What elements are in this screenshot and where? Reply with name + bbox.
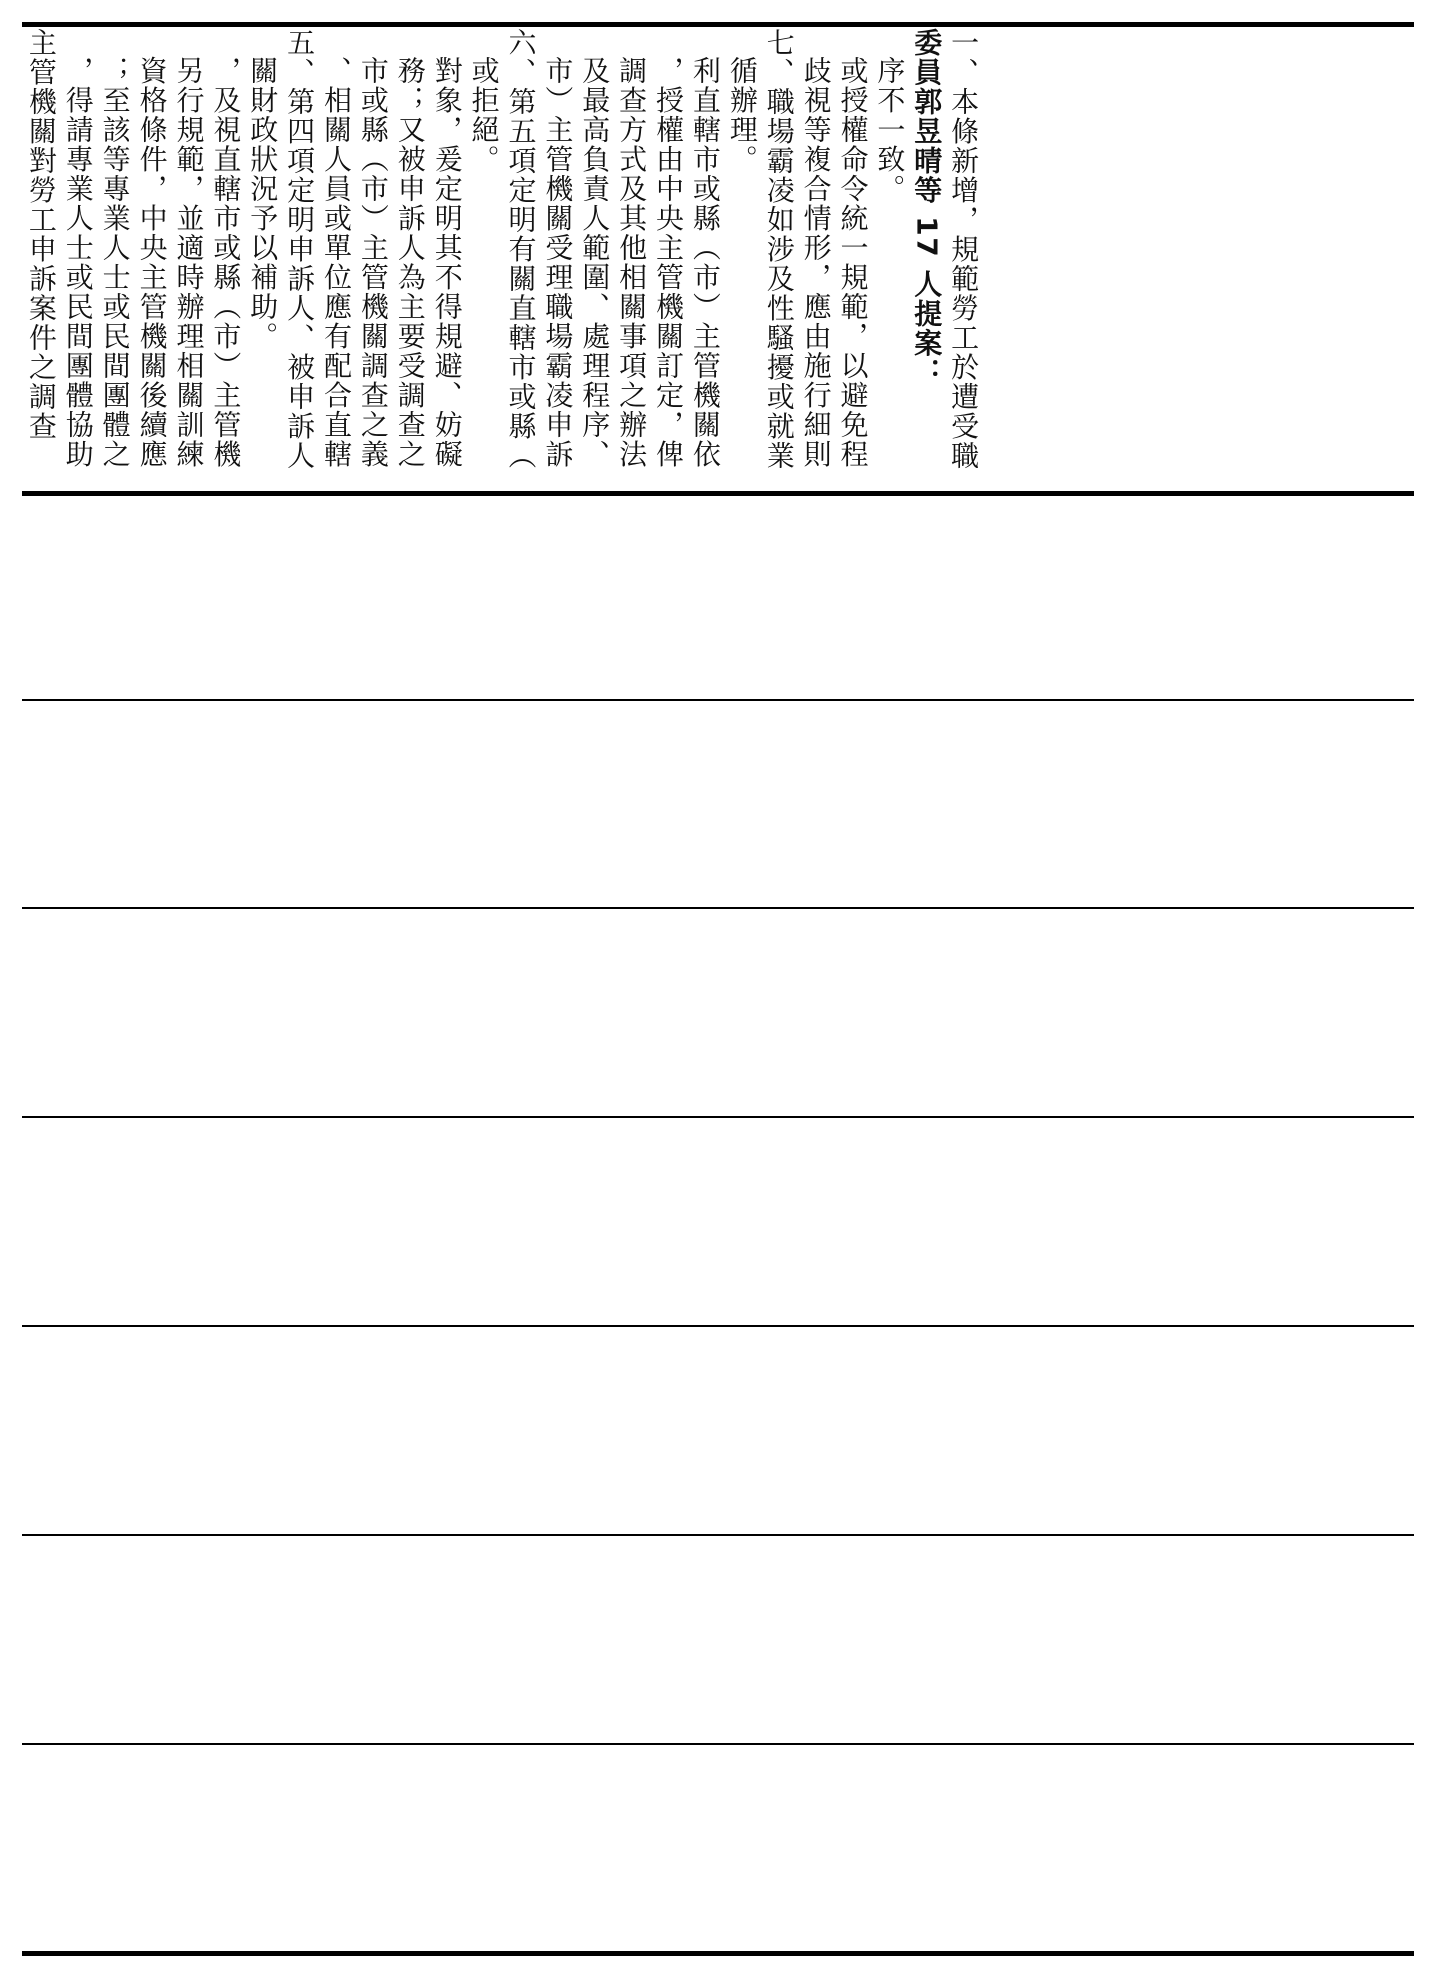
empty-table-row-6 [24,1536,1412,1742]
text-column: 調查方式及其他相關事項之辦法 [615,56,649,469]
explanation-cell [24,28,1412,490]
text-column: 、相關人員或單位應有配合直轄 [320,56,354,469]
text-column: 市或縣（市）主管機關調查之義 [356,56,390,469]
text-column: 關財政狀況予以補助。 [246,56,280,351]
empty-table-row-4 [24,1118,1412,1324]
table-bottom-border [22,1951,1414,1956]
text-column: 另行規範，並適時辦理相關訓練 [172,56,206,469]
text-column: ；至該等專業人士或民間團體之 [98,56,132,469]
empty-table-row-2 [24,701,1412,906]
empty-table-row-1 [24,496,1412,698]
table-top-border [22,22,1414,27]
text-column: ，授權由中央主管機關訂定，俾 [652,56,686,469]
text-column: 務；又被申訴人為主要受調查之 [393,56,427,469]
text-column: 對象，爰定明其不得規避、妨礙 [430,56,464,469]
text-column: ，及視直轄市或縣（市）主管機 [209,56,243,469]
empty-table-row-3 [24,909,1412,1115]
text-column: 及最高負責人範圍、處理程序、 [578,56,612,469]
text-column: 主管機關對勞工申訴案件之調查 [24,28,58,441]
empty-table-row-7 [24,1745,1412,1950]
text-column: ，得請專業人士或民間團體協助 [61,56,95,469]
empty-table-row-5 [24,1327,1412,1533]
text-column: 五、第四項定明申訴人、被申訴人 [283,28,317,471]
text-column: 歧視等複合情形，應由施行細則 [799,56,833,469]
text-column: 一、本條新增，規範勞工於遭受職 [947,28,981,471]
text-column: 七、職場霸凌如涉及性騷擾或就業 [762,28,796,471]
text-column: 序不一致。 [873,56,907,204]
text-column: 或授權命令統一規範，以避免程 [836,56,870,469]
text-column: 市）主管機關受理職場霸凌申訴 [541,56,575,469]
text-column: 資格條件，中央主管機關後續應 [135,56,169,469]
text-column: 利直轄市或縣（市）主管機關依 [688,56,722,469]
text-column: 或拒絕。 [467,56,501,174]
text-column: 循辦理。 [725,56,759,174]
proposal-heading: 委員郭昱晴等 17 人提案： [910,28,944,388]
vertical-text-columns [24,28,1412,490]
text-column: 六、第五項定明有關直轄市或縣（ [504,28,538,471]
